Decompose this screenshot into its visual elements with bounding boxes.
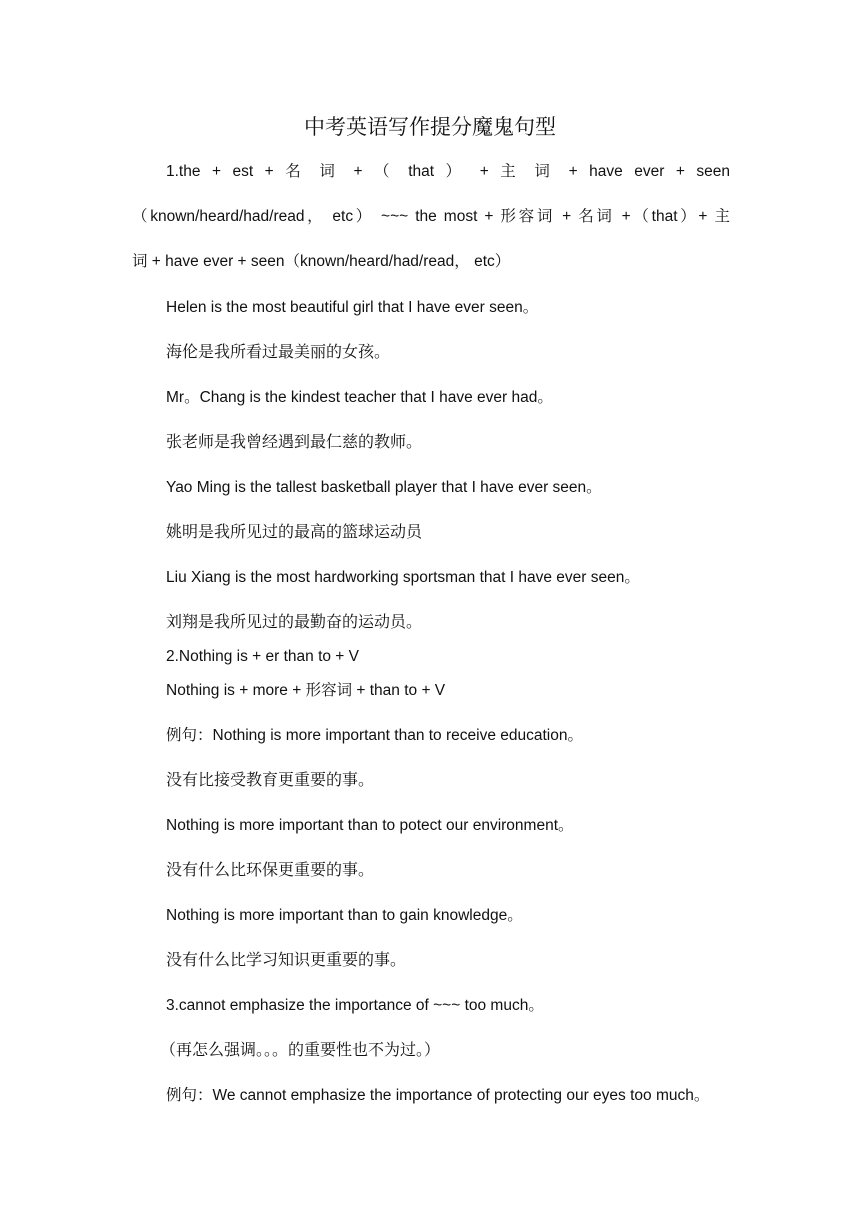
section-1-heading-line-3: 词 + have ever + seen（known/heard/had/read， etc） bbox=[132, 253, 511, 270]
section-2-example-1: 例句：Nothing is more important than to receive education。 bbox=[166, 727, 583, 744]
section-2-example-3: Nothing is more important than to potect our environment。 bbox=[166, 817, 574, 834]
section-2-example-5: Nothing is more important than to gain knowledge。 bbox=[166, 907, 523, 924]
section-2-heading-line-1: 2.Nothing is + er than to + V bbox=[166, 648, 360, 665]
section-3-heading-line-2: （再怎么强调。。。的重要性也不为过。） bbox=[160, 1040, 441, 1059]
section-1-example-5: Yao Ming is the tallest basketball player that I have ever seen。 bbox=[166, 479, 602, 496]
document-title: 中考英语写作提分魔鬼句型 bbox=[304, 115, 556, 139]
section-2-heading-line-2: Nothing is + more + 形容词 + than to + V bbox=[166, 682, 446, 699]
section-1-heading-line-2: （known/heard/had/read， etc） ~~~ the most + 形容词 + 名词 +（that）+ 主 bbox=[132, 208, 730, 225]
section-2-example-4: 没有什么比环保更重要的事。 bbox=[166, 860, 375, 879]
section-1-example-6: 姚明是我所见过的最高的篮球运动员 bbox=[166, 522, 423, 541]
section-1-example-4: 张老师是我曾经遇到最仁慈的教师。 bbox=[166, 432, 423, 451]
section-1-example-8: 刘翔是我所见过的最勤奋的运动员。 bbox=[166, 612, 423, 631]
section-1-heading-line-1: 1.the + est + 名 词 + （ that ） + 主 词 + have ever + seen bbox=[166, 163, 730, 180]
section-1-example-1: Helen is the most beautiful girl that I have ever seen。 bbox=[166, 299, 539, 316]
section-3-example-1: 例句：We cannot emphasize the importance of protecting our eyes too much。 bbox=[166, 1087, 710, 1104]
section-1-example-7: Liu Xiang is the most hardworking sportsman that I have ever seen。 bbox=[166, 569, 640, 586]
section-2-example-2: 没有比接受教育更重要的事。 bbox=[166, 770, 375, 789]
section-3-heading-line-1: 3.cannot emphasize the importance of ~~~ too much。 bbox=[166, 997, 544, 1014]
section-2-example-6: 没有什么比学习知识更重要的事。 bbox=[166, 950, 407, 969]
section-1-example-3: Mr。Chang is the kindest teacher that I have ever had。 bbox=[166, 389, 553, 406]
section-1-example-2: 海伦是我所看过最美丽的女孩。 bbox=[166, 342, 391, 361]
